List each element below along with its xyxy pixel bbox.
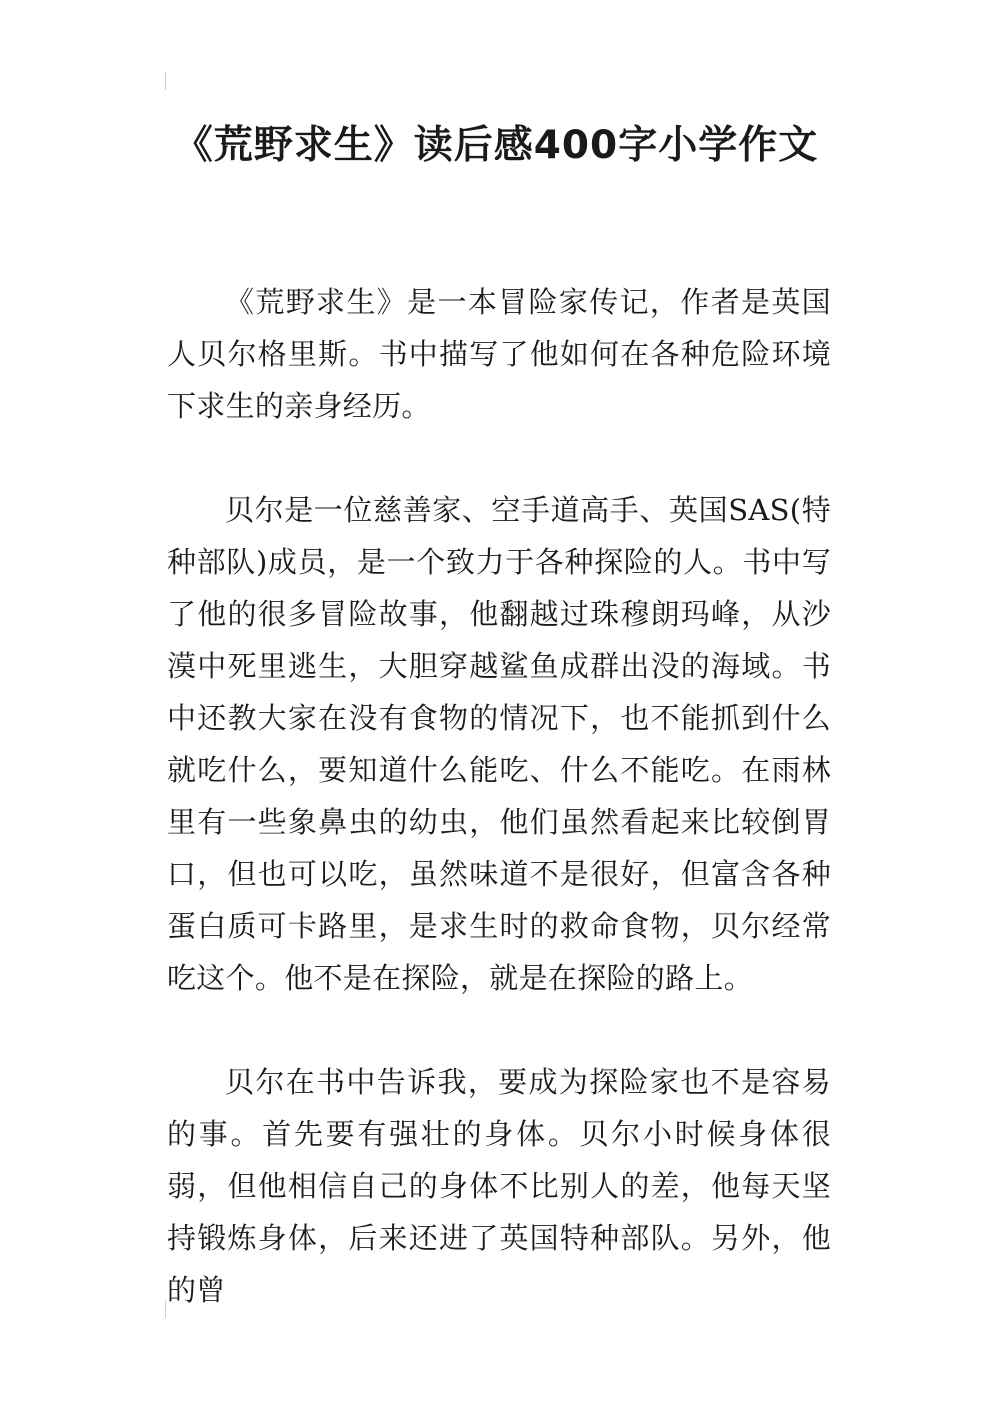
paragraph-3: 贝尔在书中告诉我，要成为探险家也不是容易的事。首先要有强壮的身体。贝尔小时候身体很弱，但他相信自己的身体不比别人的差，他每天坚持锻炼身体，后来还进了英国特种部队。另外，他的曾 <box>167 1065 831 1307</box>
page-title: 《荒野求生》读后感400字小学作文 <box>173 123 819 168</box>
paragraph-1: 《荒野求生》是一本冒险家传记，作者是英国人贝尔格里斯。书中描写了他如何在各种危险环境下求生的亲身经历。 <box>167 285 831 423</box>
paragraph-2: 贝尔是一位慈善家、空手道高手、英国SAS(特种部队)成员，是一个致力于各种探险的人。书中写了他的很多冒险故事，他翻越过珠穆朗玛峰，从沙漠中死里逃生，大胆穿越鲨鱼成群出没的海域。书中还教大家在没有食物的情况下，也不能抓到什么就吃什么，要知道什么能吃、什么不能吃。在雨林里有一些象鼻虫的幼虫，他们虽然看起来比较倒胃口，但也可以吃，虽然味道不是很好，但富含各种蛋白质可卡路里，是求生时的救命食物，贝尔经常吃这个。他不是在探险，就是在探险的路上。 <box>167 493 831 995</box>
top-margin-mark <box>165 72 166 90</box>
bottom-margin-mark <box>165 1300 166 1318</box>
article-body <box>167 276 831 1316</box>
